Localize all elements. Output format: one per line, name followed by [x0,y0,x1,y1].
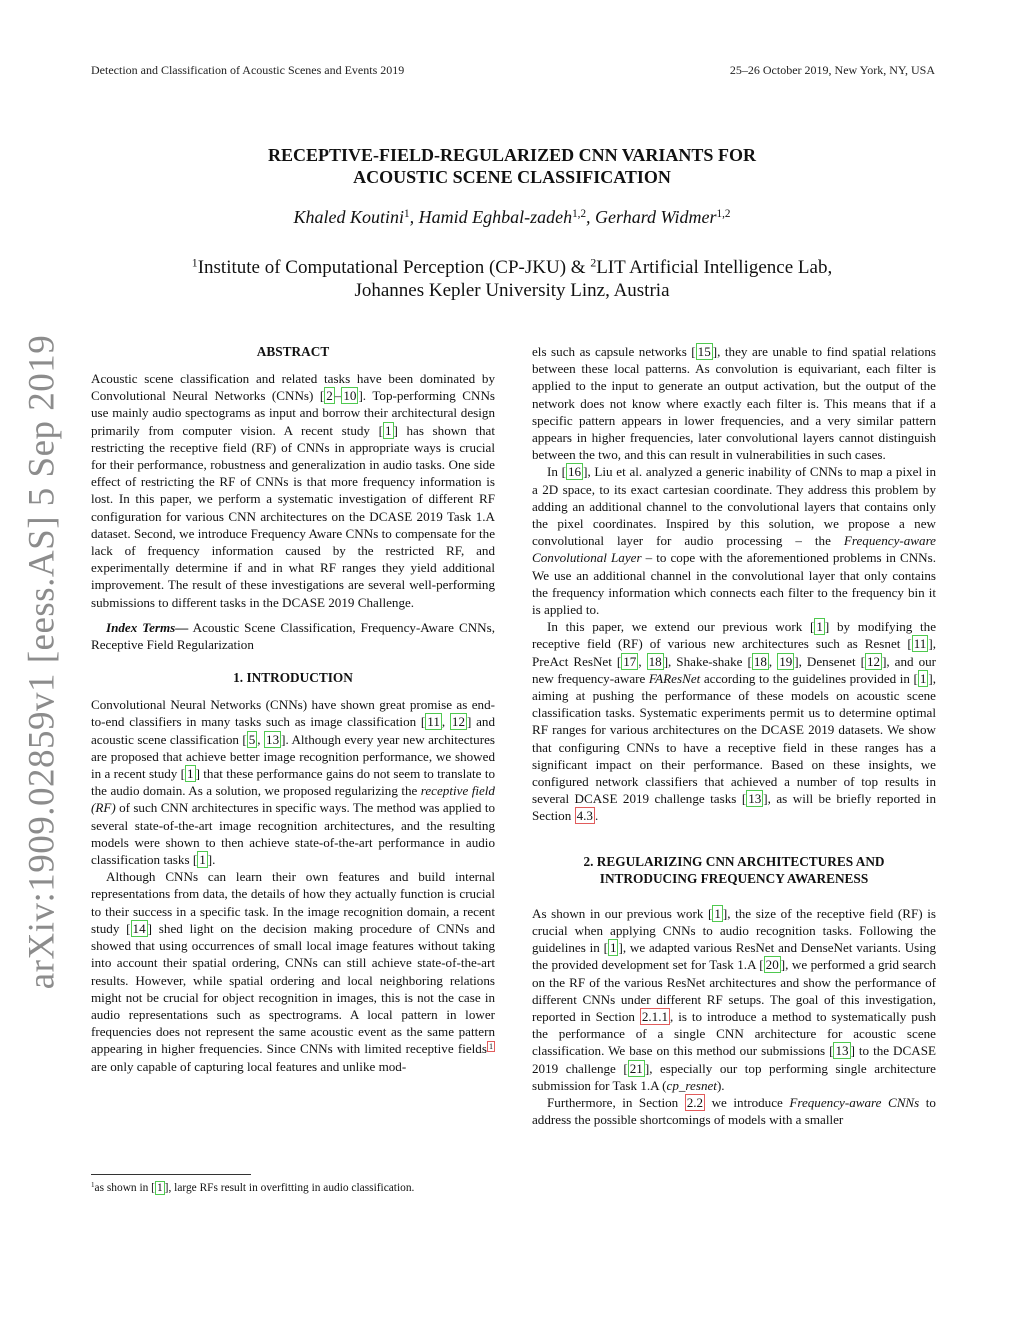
citation-link[interactable]: 1 [156,1182,163,1194]
citation-link[interactable]: 18 [753,653,767,669]
paper-title [0,144,1024,188]
left-column [91,343,495,1075]
citation-link[interactable]: 1 [384,422,392,438]
body-paragraph: In this paper, we extend our previous work [ 1 ] by modifying the receptive field (RF) of various new architectures such as Resnet [ 11 ], PreAct ResNet [ 17 , 18 ], Shake-shake [ 18 , 19 ], Densenet [ 12 ], and our new frequency-aware FAResNet according to the guidelines provided in [ 1 ], aiming at pushing the performance of these models on acoustic scene classification tasks. Systematic experiments permit us to determine optimal RF ranges for various architectures on the DCASE 2019 datasets. We show that configuring CNNs to have a receptive field in these ranges has a significant impact on their performance. Based on these insights, we configured network classifiers that achieved a number of top results in several DCASE 2019 challenge tasks [ 13 ], as will be briefly reported in Section 4.3 . [532,619,937,824]
author-list [0,207,1024,228]
affiliation-line-1 [0,256,1024,279]
citation-link[interactable]: 1 [199,852,206,868]
author-name: Khaled Koutini [293,207,405,227]
citation-link[interactable]: 1 [187,766,194,782]
section-2-heading-line-1: 2. REGULARIZING CNN ARCHITECTURES AND [583,853,885,869]
citation-link[interactable]: 12 [451,714,465,730]
title-line-2: ACOUSTIC SCENE CLASSIFICATION [353,167,671,187]
citation-link[interactable]: 1 [714,905,721,921]
footnote-mark: 1 [91,1181,95,1190]
abstract-heading: ABSTRACT [256,344,330,359]
citation-link[interactable]: 12 [866,653,881,669]
right-column [532,343,936,1128]
citation-link[interactable]: 11 [427,714,440,730]
citation-link[interactable]: 14 [132,920,146,936]
author-affiliation-mark: 1 [404,207,410,220]
citation-link[interactable]: 21 [629,1060,643,1076]
affiliation-1: Institute of Computational Perception (CP-JKU) & [197,257,591,278]
citation-link[interactable]: 1 [919,670,927,686]
citation-link[interactable]: 13 [835,1043,849,1059]
citation-link[interactable]: 17 [623,653,637,669]
citation-link[interactable]: 15 [697,344,711,359]
index-terms: Index Terms— Acoustic Scene Classification, Frequency-Aware CNNs, Receptive Field Regularization [91,619,496,653]
author-separator: , [586,207,596,227]
author-affiliation-mark: 1,2 [716,207,731,220]
footnote: $^1$as shown in [ 1 ], large RFs result in overfitting in audio classification. [91,1181,415,1194]
citation-link[interactable]: 16 [567,464,582,480]
citation-link[interactable]: 1 [609,940,617,956]
footnote-divider [91,1174,251,1175]
body-paragraph: Convolutional Neural Networks (CNNs) have shown great promise as end-to-end classifiers in many tasks such as image classification [ 11 , 12 ] and acoustic scene classification [ 5 , 13 ]. Although every year new architectures are proposed that achieve better image recognition performance, we showed in a recent study [ 1 ] that these performance gains do not seem to translate to the audio domain. As a solution, we proposed regularizing the receptive field (RF) of such CNN architectures in specific ways. The method was applied to several state-of-the-art image recognition architectures, and the resulting models were shown to then achieve state-of-the-art performance in audio classification tasks [ 1 ]. [91,697,495,868]
citation-link[interactable]: 2 [326,388,333,404]
citation-link[interactable]: 10 [343,388,357,404]
citation-link[interactable]: 19 [779,653,793,669]
author-name: Gerhard Widmer [595,207,717,227]
body-paragraph: In [ 16 ], Liu et al. analyzed a generic inability of CNNs to map a pixel in a 2D space, to its exact cartesian coordinate. They address this problem by adding an additional channel to the convolutional layers that contains only the pixel coordinates. Inspired by this solution, we propose a new convolutional layer for audio processing – the Frequency-aware Convolutional Layer – to cope with the aforementioned problems in CNNs. We use an additional channel in the convolutional layer that only contains the frequency information which connects each filter to the frequency bin it is applied to. [532,464,936,618]
author-name: Hamid Eghbal-zadeh [418,207,573,227]
arxiv-stamp-text: arXiv:1909.02859v1 [eess.AS] 5 Sep 2019 [21,334,63,990]
affiliation-mark: 2 [590,256,597,270]
section-1-heading: 1. INTRODUCTION [233,670,353,686]
section-reference-link[interactable]: 2.2 [686,1094,704,1110]
abstract-paragraph: Acoustic scene classification and related tasks have been dominated by Convolutional Neural Networks (CNNs) [ 2 – 10 ]. Top-performing CNNs use mainly audio spectograms as input and borrow their architectural design primarily from computer vision. A recent study [ 1 ] has shown that restricting the receptive field (RF) of CNNs in appropriate ways is crucial for their performance, robustness and generalization in audio tasks. One side effect of restricting the RF of CNNs is that more frequency information is lost. In this paper, we perform a systematic investigation of different RF configuration for various CNN architectures on the DCASE 2019 Task 1.A dataset. Second, we introduce Frequency Aware CNNs to compensate for the lack of frequency information caused by the restricted RF, and experimentally determine if and in what RF ranges they yield additional improvement. The result of these investigations are several well-performing submissions to different tasks in the DCASE 2019 Challenge. [91,371,495,610]
body-paragraph: Furthermore, in Section 2.2 we introduce Frequency-aware CNNs to address the possible shortcomings of models with a smaller [532,1094,936,1128]
citation-link[interactable]: 13 [266,731,280,747]
arxiv-identifier-stamp[interactable] [12,334,72,990]
affiliation-2: LIT Artificial Intelligence Lab, [596,257,833,278]
running-head-left: Detection and Classification of Acoustic Scenes and Events 2019 [91,63,405,77]
index-terms-label: Index Terms— [106,619,189,635]
section-2-heading [532,853,936,887]
affiliations [0,256,1024,302]
citation-link[interactable]: 13 [748,791,762,807]
citation-link[interactable]: 20 [765,957,779,973]
citation-link[interactable]: 5 [248,731,256,747]
author-affiliation-mark: 1,2 [572,207,587,220]
affiliation-mark: 1 [191,256,198,270]
running-head-right: 25–26 October 2019, New York, NY, USA [729,63,935,77]
title-line-1: RECEPTIVE-FIELD-REGULARIZED CNN VARIANTS FOR [268,145,756,165]
affiliation-line-2: Johannes Kepler University Linz, Austria [354,280,670,301]
section-reference-link[interactable]: 2.1.1 [641,1008,669,1024]
body-paragraph: Although CNNs can learn their own features and build internal representations from data, the details of how they actually function is crucial to their success in a specific task. In the image recognition domain, a recent study [ 14 ] shed light on the decision making procedure of CNNs and showed that using occurrences of small local image features without taking into account their spatial ordering, CNNs can still achieve state-of-the-art results. However, while spatial ordering and local neighboring relations might not be crucial for object recognition in images, this is not the case in audio representations such as spectrograms. A local pattern in lower frequencies does not represent the same acoustic event as the same pattern appearing in higher frequencies. Since CNNs with limited receptive fields $^1$ are only capable of capturing local features and unlike mod- [91,869,495,1074]
citation-link[interactable]: 18 [648,653,662,669]
citation-link[interactable]: 1 [816,619,823,635]
author-separator: , [409,207,419,227]
footnote-link[interactable]: 1 [488,1041,493,1051]
section-2-heading-line-2: INTRODUCING FREQUENCY AWARENESS [599,870,869,886]
body-paragraph: els such as capsule networks [ 15 ], they are unable to find spatial relations between these local patterns. As convolution is equivariant, each filter is applied to the input to generate an output activation, but the output of the network does not know where exactly each filter is. This means that if a specific pattern appears in lower frequencies, and a very similar pattern appears in higher frequencies, later convolutional layers cannot distinguish between the two, and this can result in vulnerabilities in such cases. [532,344,936,463]
citation-link[interactable]: 11 [913,636,927,652]
body-paragraph: As shown in our previous work [ 1 ], the size of the receptive field (RF) is crucial when applying CNNs to audio recognition tasks. Following the guidelines in [ 1 ], we adapted various ResNet and DenseNet variants. Using the provided development set for Task 1.A [ 20 ], we performed a grid search on the RF of the various ResNet architectures and show the performance of different CNNs under different RF setups. The goal of this investigation, reported in Section 2.1.1 , is to introduce a method to systematically push the performance of a single CNN architecture for acoustic scene classification. We base on this method our submissions [ 13 ] to the DCASE 2019 challenge [ 21 ], especially our top performing single architecture submission for Task 1.A (cp_resnet). [532,905,936,1093]
section-reference-link[interactable]: 4.3 [576,808,593,824]
